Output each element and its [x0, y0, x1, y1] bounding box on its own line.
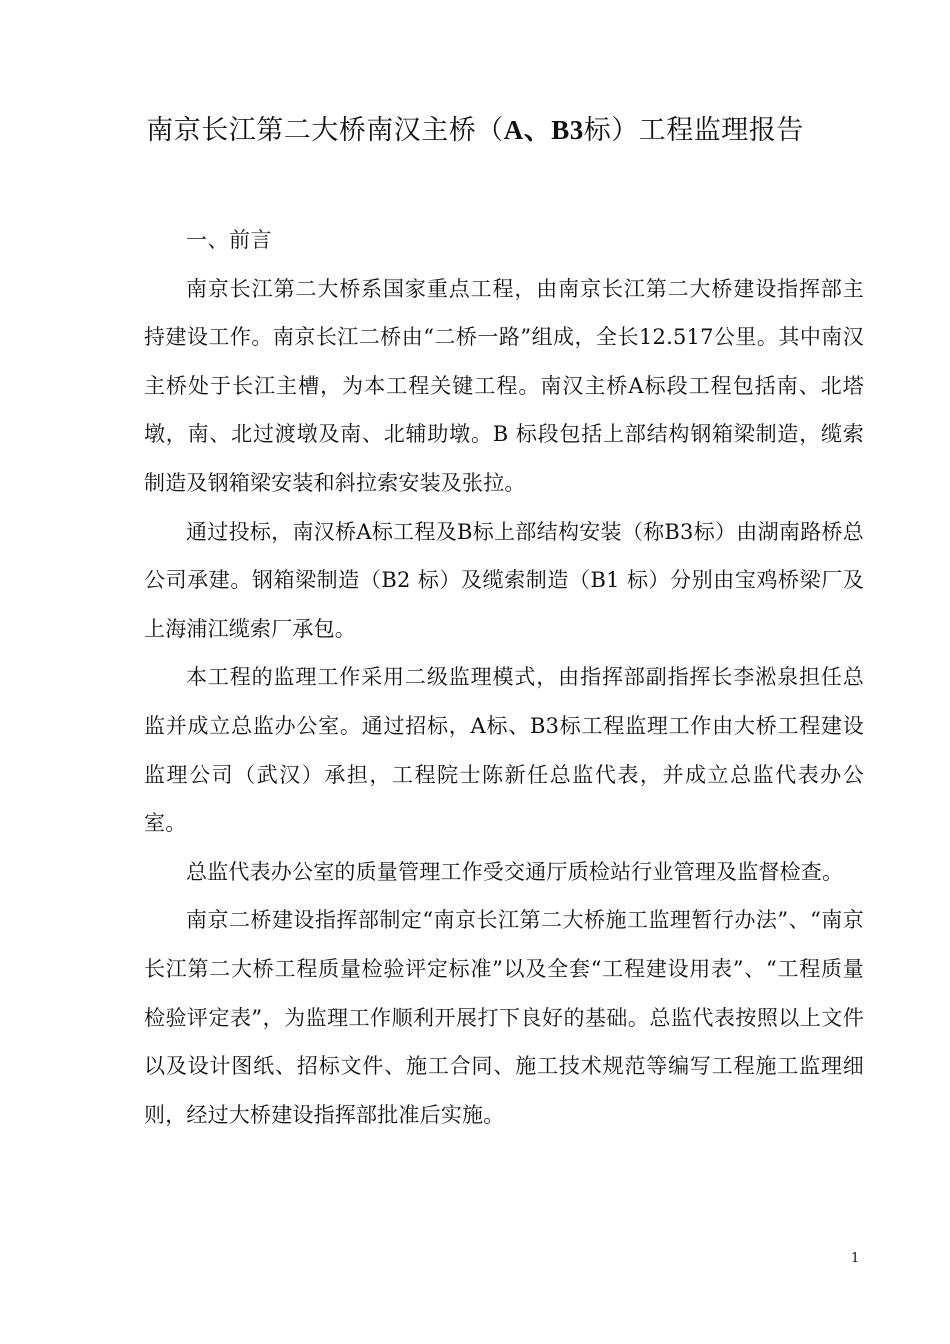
title-suffix: 标）工程监理报告: [583, 115, 804, 146]
paragraph-4: 总监代表办公室的质量管理工作受交通厅质检站行业管理及监督检查。: [186, 859, 844, 884]
title-bold: A、B3: [503, 115, 584, 145]
document-title: [0, 110, 950, 151]
title-prefix: 南京长江第二大桥南汉主桥（: [146, 115, 504, 146]
section-heading: 一、前言: [186, 228, 272, 252]
document-body: [144, 216, 864, 1139]
paragraph-2: 通过投标，南汉桥A标工程及B标上部结构安装（称B3标）由湖南路桥总公司承建。钢箱梁制造（B2 标）及缆索制造（B1 标）分别由宝鸡桥梁厂及上海浦江缆索厂承包。: [144, 519, 864, 641]
paragraph-3: 本工程的监理工作采用二级监理模式，由指挥部副指挥长李淞泉担任总监并成立总监办公室。通过招标，A标、B3标工程监理工作由大桥工程建设监理公司（武汉）承担，工程院士陈新任总监代表，并成立总监代表办公室。: [144, 665, 864, 836]
page-number: 1: [851, 1251, 860, 1266]
paragraph-5: 南京二桥建设指挥部制定“南京长江第二大桥施工监理暂行办法”、“南京长江第二大桥工程质量检验评定标准”以及全套“工程建设用表”、“工程质量检验评定表”，为监理工作顺利开展打下良好的基础。总监代表按照以上文件以及设计图纸、招标文件、施工合同、施工技术规范等编写工程施工监理细则，经过大桥建设指挥部批准后实施。: [144, 908, 864, 1127]
paragraph-1: 南京长江第二大桥系国家重点工程，由南京长江第二大桥建设指挥部主持建设工作。南京长江二桥由“二桥一路”组成，全长12.517公里。其中南汉主桥处于长江主槽，为本工程关键工程。南汉主桥A标段工程包括南、北塔墩，南、北过渡墩及南、北辅助墩。B 标段包括上部结构钢箱梁制造，缆索制造及钢箱梁安装和斜拉索安装及张拉。: [144, 276, 864, 495]
